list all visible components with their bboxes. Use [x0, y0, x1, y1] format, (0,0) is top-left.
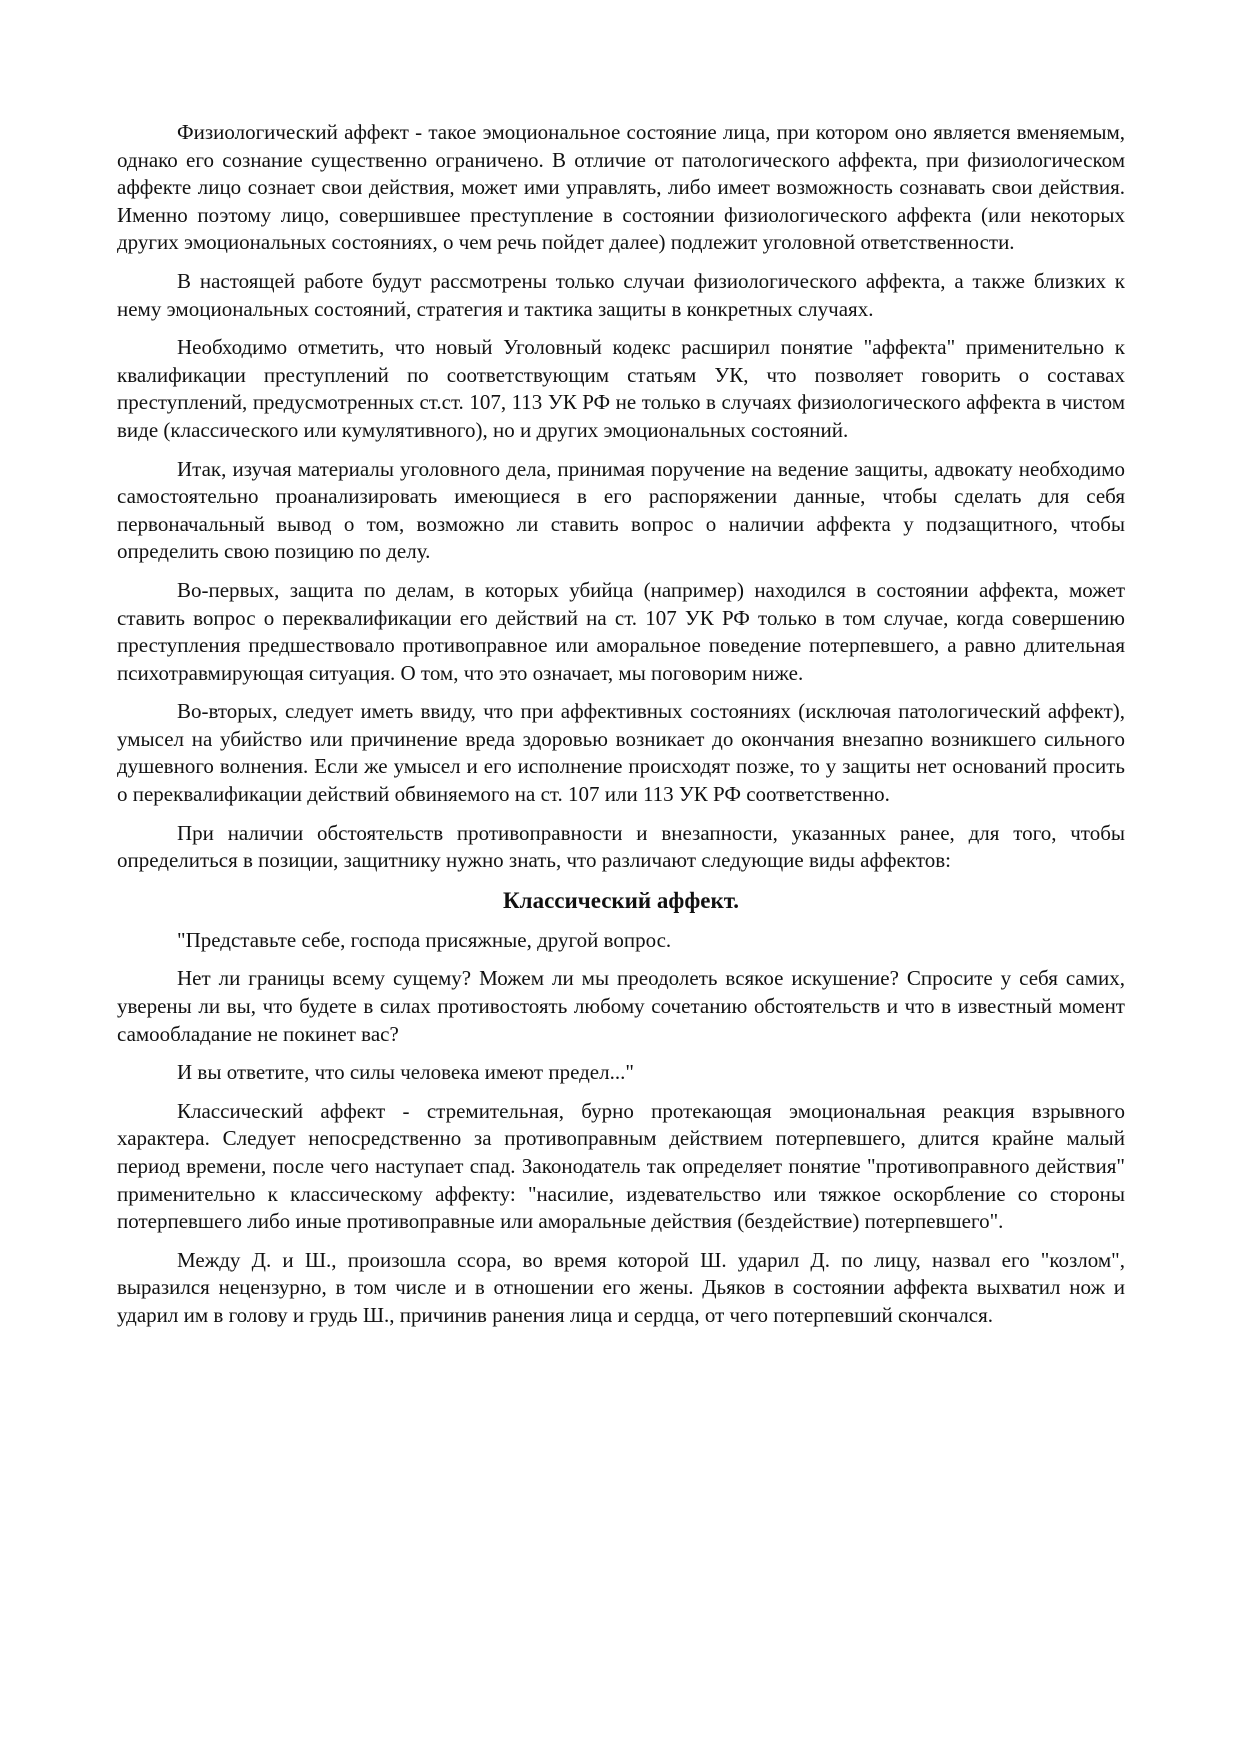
paragraph: Классический аффект - стремительная, бурно протекающая эмоциональная реакция взрывного характера. Следует непосредственно за противоправным действием потерпевшего, длится крайне малый период времени, после чего наступает спад. Законодатель так определяет понятие "противоправного действия" применительно к классическому аффекту: "насилие, издевательство или тяжкое оскорбление со стороны потерпевшего либо иные противоправные или аморальные действия (бездействие) потерпевшего".: [117, 1098, 1125, 1234]
paragraph: И вы ответите, что силы человека имеют предел...": [177, 1060, 634, 1085]
paragraph: Между Д. и Ш., произошла ссора, во время которой Ш. ударил Д. по лицу, назвал его "козлом", выразился нецензурно, в том числе и в отношении его жены. Дьяков в состоянии аффекта выхватил нож и ударил им в голову и грудь Ш., причинив ранения лица и сердца, от чего потерпевший скончался.: [117, 1247, 1125, 1327]
paragraph: Необходимо отметить, что новый Уголовный кодекс расширил понятие "аффекта" применительно к квалификации преступлений по соответствующим статьям УК, что позволяет говорить о составах преступлений, предусмотренных ст.ст. 107, 113 УК РФ не только в случаях физиологического аффекта в чистом виде (классического или кумулятивного), но и других эмоциональных состояний.: [117, 335, 1125, 442]
paragraph: Нет ли границы всему сущему? Можем ли мы преодолеть всякое искушение? Спросите у себя самих, уверены ли вы, что будете в силах противостоять любому сочетанию обстоятельств и что в известный момент самообладание не покинет вас?: [117, 966, 1125, 1046]
paragraph: "Представьте себе, господа присяжные, другой вопрос.: [177, 927, 672, 952]
section-heading: Классический аффект.: [502, 887, 740, 913]
document-page: [117, 119, 1125, 1341]
paragraph: Во-первых, защита по делам, в которых убийца (например) находился в состоянии аффекта, может ставить вопрос о переквалификации его действий на ст. 107 УК РФ только в том случае, когда совершению преступления предшествовало противоправное или аморальное поведение потерпевшего, а равно длительная психотравмирующая ситуация. О том, что это означает, мы поговорим ниже.: [117, 577, 1125, 685]
paragraph: Итак, изучая материалы уголовного дела, принимая поручение на ведение защиты, адвокату необходимо самостоятельно проанализировать имеющиеся в его распоряжении данные, чтобы сделать для себя первоначальный вывод о том, возможно ли ставить вопрос о наличии аффекта у подзащитного, чтобы определить свою позицию по делу.: [117, 456, 1125, 564]
paragraph: В настоящей работе будут рассмотрены только случаи физиологического аффекта, а также близких к нему эмоциональных состояний, стратегия и тактика защиты в конкретных случаях.: [117, 268, 1125, 321]
paragraph: При наличии обстоятельств противоправности и внезапности, указанных ранее, для того, чтобы определиться в позиции, защитнику нужно знать, что различают следующие виды аффектов:: [117, 820, 1125, 873]
paragraph: Физиологический аффект - такое эмоциональное состояние лица, при котором оно является вменяемым, однако его сознание существенно ограничено. В отличие от патологического аффекта, при физиологическом аффекте лицо сознает свои действия, может ими управлять, либо имеет возможность сознавать свои действия. Именно поэтому лицо, совершившее преступление в состоянии физиологического аффекта (или некоторых других эмоциональных состояниях, о чем речь пойдет далее) подлежит уголовной ответственности.: [117, 120, 1125, 255]
paragraph: Во-вторых, следует иметь ввиду, что при аффективных состояниях (исключая патологический аффект), умысел на убийство или причинение вреда здоровью возникает до окончания внезапно возникшего сильного душевного волнения. Если же умысел и его исполнение происходят позже, то у защиты нет оснований просить о переквалификации действий обвиняемого на ст. 107 или 113 УК РФ соответственно.: [117, 699, 1125, 807]
